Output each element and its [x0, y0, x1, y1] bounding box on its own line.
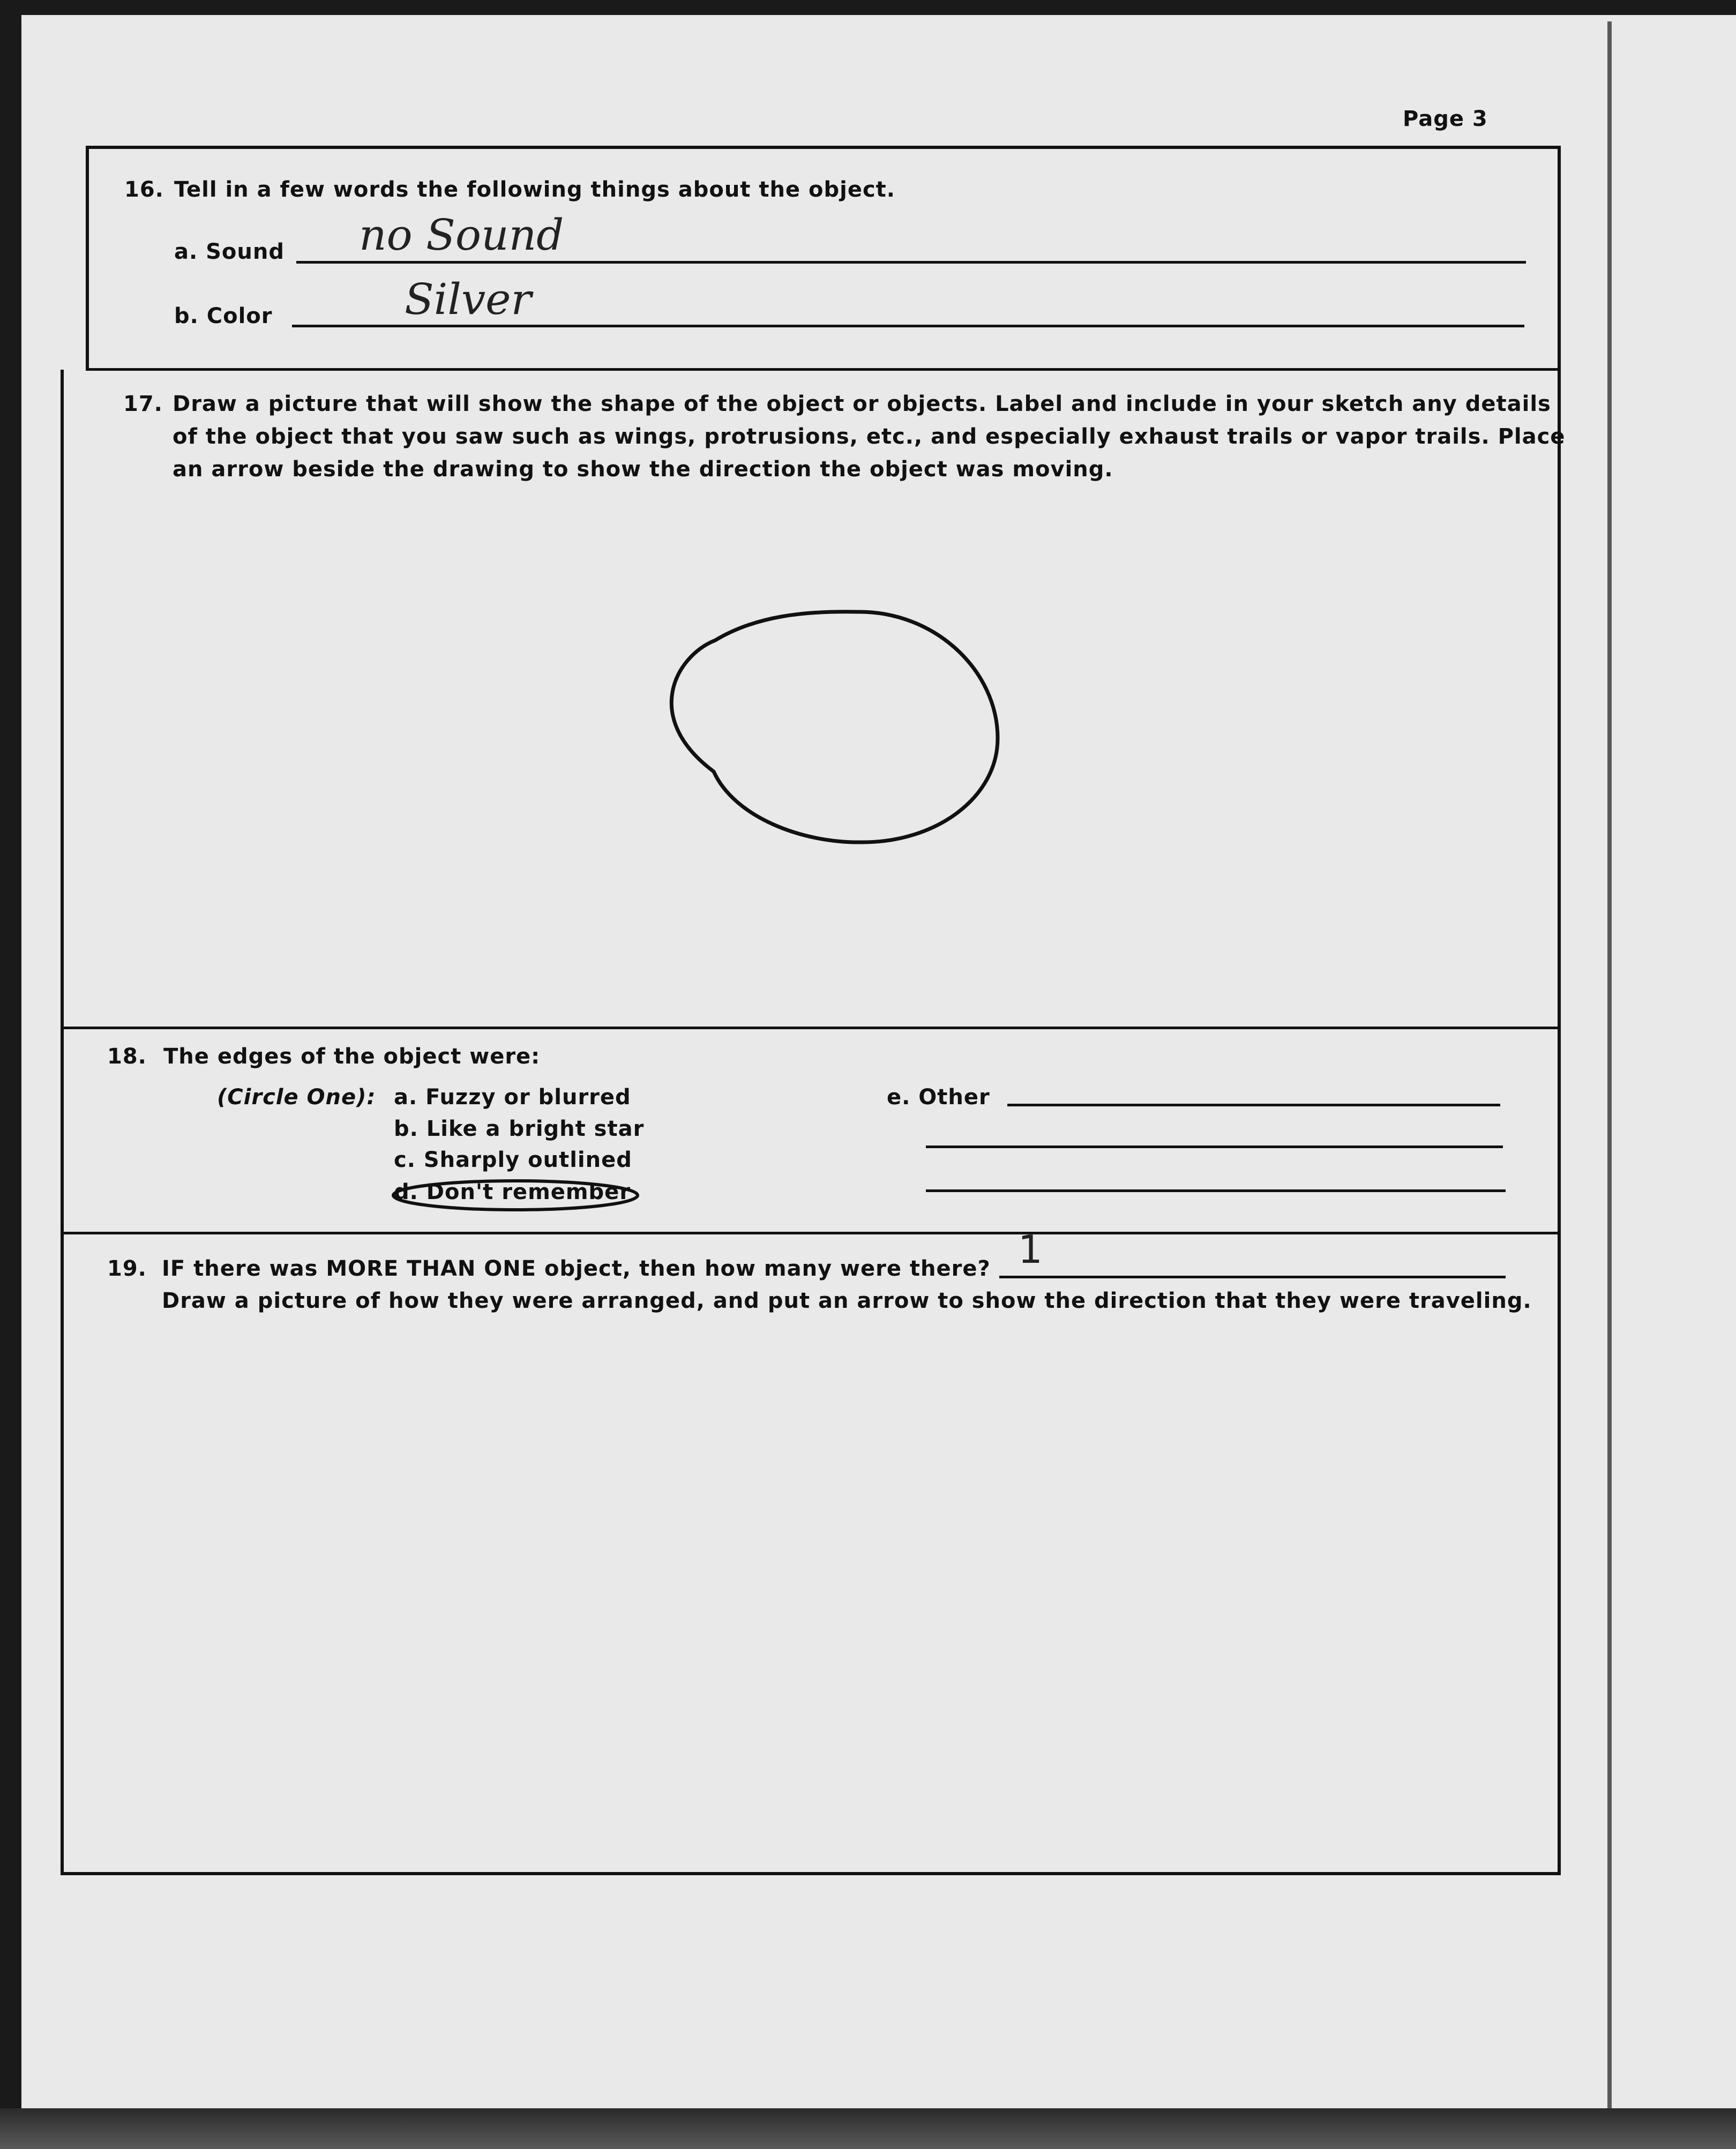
q19-count-answer-line: [999, 1276, 1506, 1278]
q18-other-line-1[interactable]: [1007, 1104, 1500, 1106]
q18-option-d[interactable]: d. Don't remember: [394, 1180, 631, 1204]
q18-other-line-3[interactable]: [926, 1189, 1506, 1192]
q18-other-label: e. Other: [887, 1085, 990, 1110]
q18-circle-one-label: (Circle One):: [217, 1085, 376, 1110]
q19-count-answer[interactable]: 1: [1018, 1227, 1043, 1272]
q18-option-b[interactable]: b. Like a bright star: [394, 1117, 645, 1141]
q17-number: 17.: [123, 392, 163, 416]
q16-sound-answer[interactable]: no Sound: [359, 210, 564, 260]
q16-prompt: Tell in a few words the following things about the object.: [174, 177, 895, 202]
q16-number: 16.: [124, 177, 164, 202]
q16-color-answer[interactable]: Silver: [405, 274, 532, 324]
q18-option-a[interactable]: a. Fuzzy or blurred: [394, 1085, 631, 1110]
q17-line-1: Draw a picture that will show the shape of the object or objects. Label and include in your sketch any details: [173, 392, 1551, 416]
q16-sound-label: a. Sound: [174, 239, 285, 264]
q19-number: 19.: [107, 1256, 147, 1281]
page-number: Page 3: [1403, 107, 1488, 131]
q16-color-label: b. Color: [174, 304, 273, 328]
q19-line-2: Draw a picture of how they were arranged, and put an arrow to show the direction that they were traveling.: [162, 1289, 1532, 1313]
q19-line-1: IF there was MORE THAN ONE object, then how many were there?: [162, 1256, 991, 1281]
q18-option-c[interactable]: c. Sharply outlined: [394, 1148, 632, 1172]
q18-other-line-2[interactable]: [926, 1145, 1503, 1148]
q18-prompt: The edges of the object were:: [163, 1044, 541, 1069]
object-sketch-oval: [671, 612, 998, 842]
q17-line-2: of the object that you saw such as wings, protrusions, etc., and especially exhaust trails or vapor trails. Place: [173, 424, 1566, 449]
q18-number: 18.: [107, 1044, 147, 1069]
q17-line-3: an arrow beside the drawing to show the direction the object was moving.: [173, 457, 1113, 482]
